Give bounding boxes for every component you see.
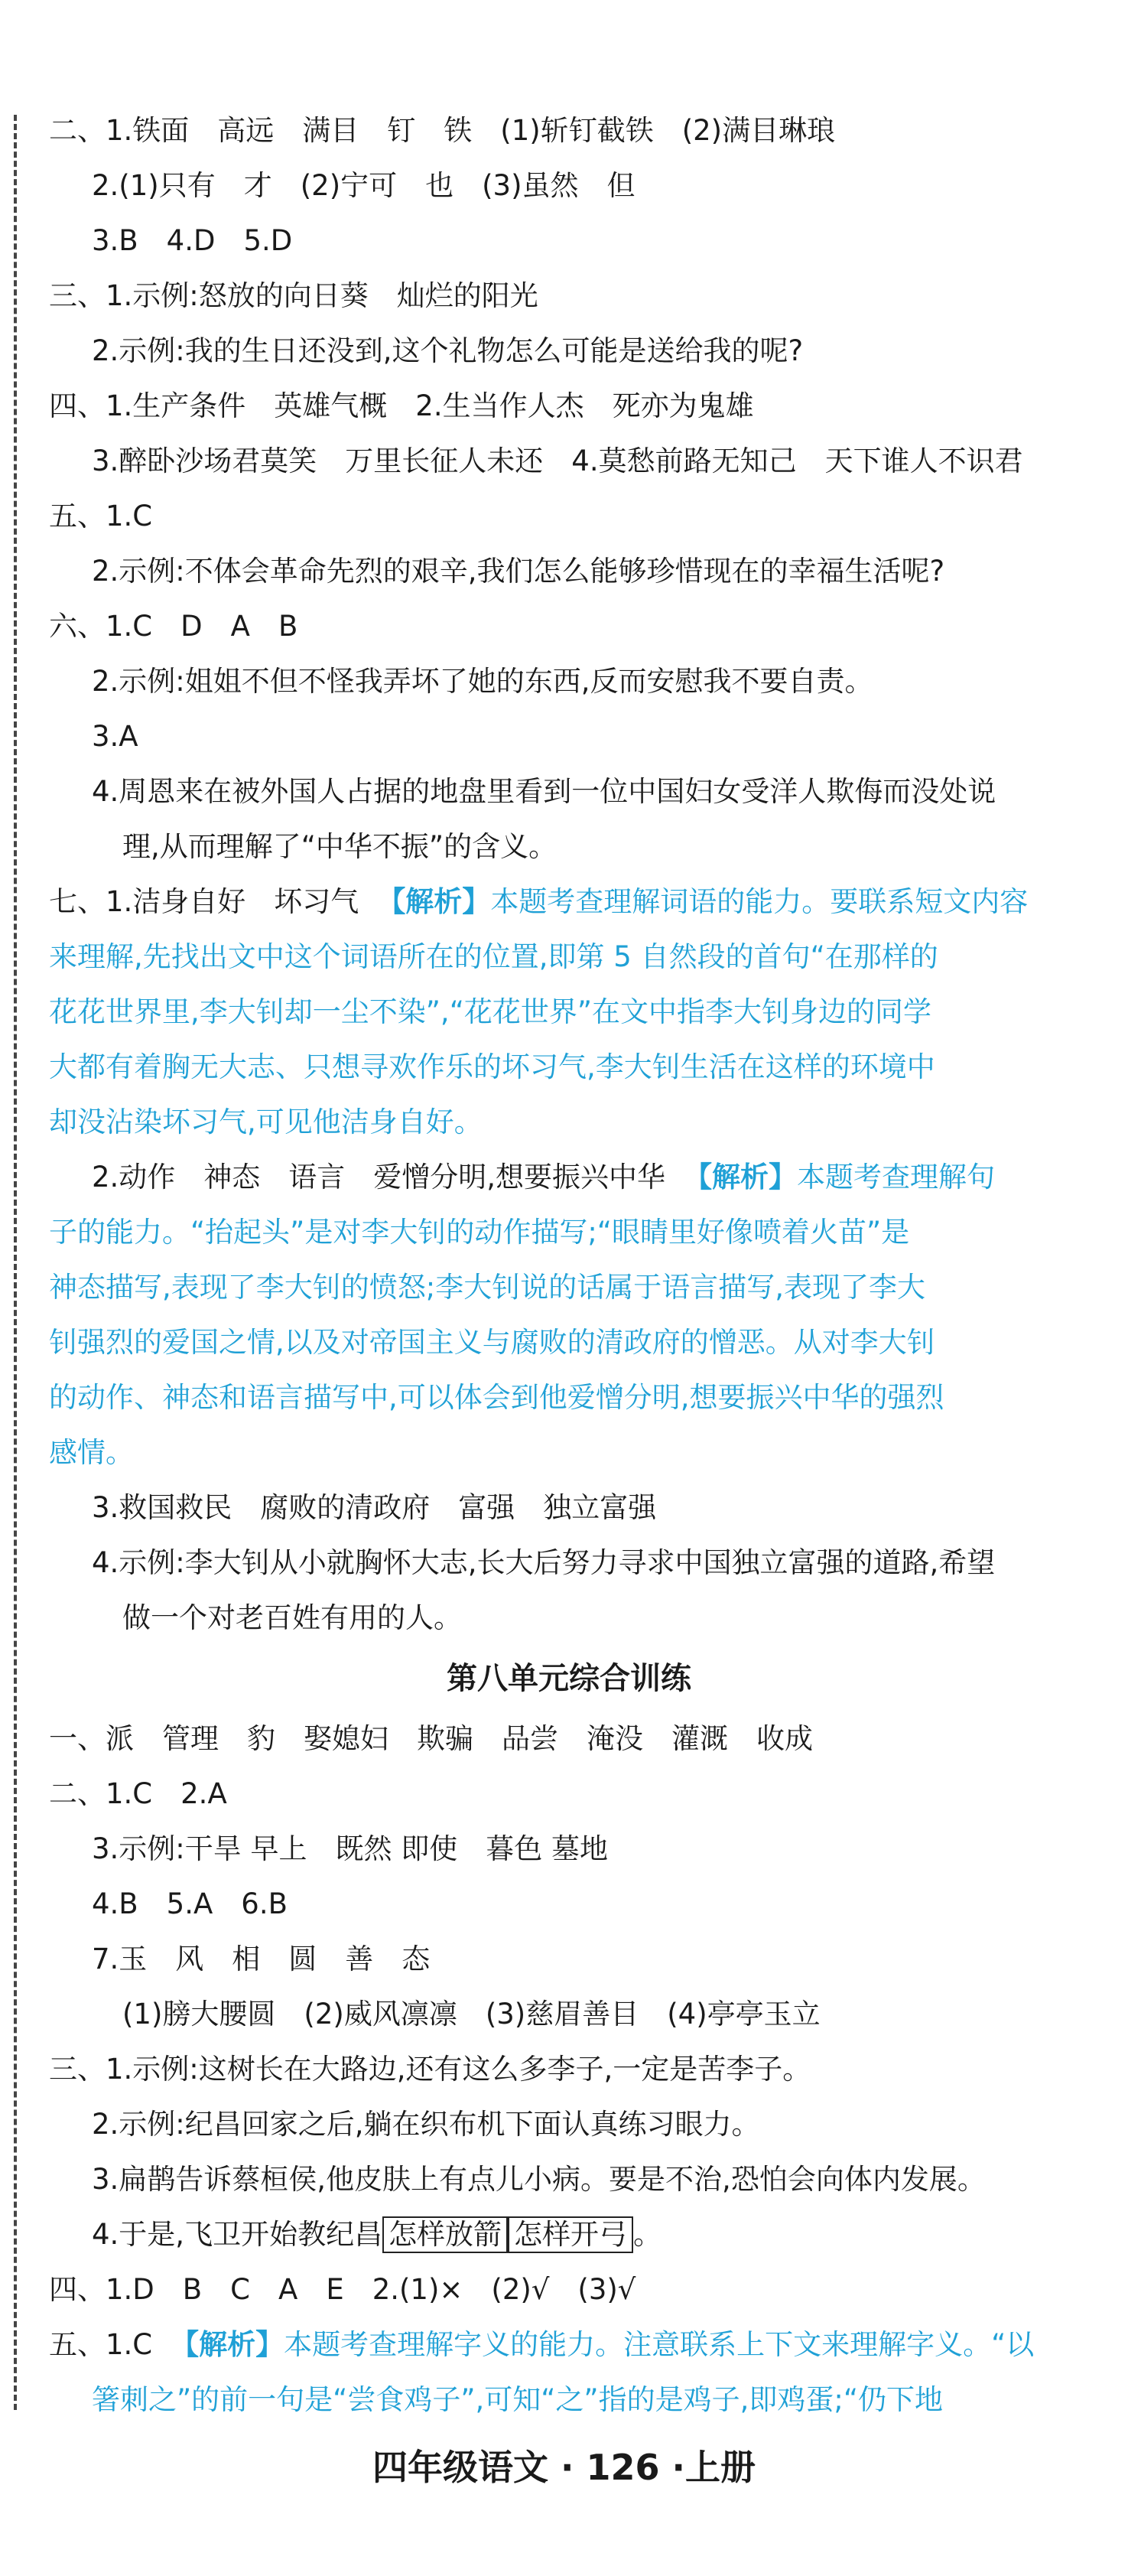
sec5-q1: 五、1.C (49, 500, 153, 532)
analysis-tag: 【解析】 (377, 885, 491, 918)
sec6-q3: 3.A (92, 720, 138, 753)
sec7-q1-exp-line4: 大都有着胸无大志、只想寻欢作乐的坏习气,李大钊生活在这样的环境中 (49, 1050, 935, 1083)
sec7-q3: 3.救国救民 腐败的清政府 富强 独立富强 (92, 1491, 657, 1524)
unit8-s4: 四、1.D B C A E 2.(1)× (2)√ (3)√ (49, 2273, 636, 2306)
sec6-q4-line2: 理,从而理解了“中华不振”的含义。 (122, 830, 557, 863)
unit8-s3-q4-end: 。 (633, 2218, 662, 2251)
boxed-answer-1: 怎样放箭 (382, 2216, 508, 2253)
sec7-q2-exp-line4: 钊强烈的爱国之情,以及对帝国主义与腐败的清政府的憎恶。从对李大钊 (49, 1326, 935, 1359)
sec7-q1-line1 (49, 874, 1089, 930)
page-footer: 四年级语文 · 126 ·上册 (372, 2447, 756, 2488)
sec7-q4-line1: 4.示例:李大钊从小就胸怀大志,长大后努力寻求中国独立富强的道路,希望 (92, 1546, 996, 1579)
boxed-answer-2: 怎样开弓 (508, 2216, 633, 2253)
sec7-q1-exp-line3: 花花世界里,李大钊却一尘不染”,“花花世界”在文中指李大钊身边的同学 (49, 995, 932, 1028)
unit8-s2-q7: 7.玉 风 相 圆 善 态 (92, 1943, 431, 1975)
sec7-q1-exp-line2: 来理解,先找出文中这个词语所在的位置,即第 5 自然段的首句“在那样的 (49, 940, 938, 973)
sec7-q2-line1 (49, 1150, 1089, 1205)
unit8-s3-q3: 3.扁鹊告诉蔡桓侯,他皮肤上有点儿小病。要是不治,恐怕会向体内发展。 (92, 2163, 986, 2196)
dashed-margin-line (14, 115, 17, 2410)
sec7-q1-explanation: 本题考查理解词语的能力。要联系短文内容 (490, 885, 1029, 918)
unit8-s3-q4 (49, 2207, 1089, 2262)
sec7-q4-line2: 做一个对老百姓有用的人。 (122, 1601, 462, 1634)
sec6-q2: 2.示例:姐姐不但不怪我弄坏了她的东西,反而安慰我不要自责。 (92, 665, 873, 698)
unit8-title: 第八单元综合训练 (447, 1661, 691, 1696)
unit8-s5-explanation: 本题考查理解字义的能力。注意联系上下文来理解字义。“以 (284, 2328, 1035, 2361)
sec7-q2-exp-line2: 子的能力。“抬起头”是对李大钊的动作描写;“眼睛里好像喷着火苗”是 (49, 1216, 910, 1249)
sec5-q2: 2.示例:不体会革命先烈的艰辛,我们怎么能够珍惜现在的幸福生活呢? (92, 555, 945, 588)
unit8-s3-q4-text: 4.于是,飞卫开始教纪昌 (92, 2218, 383, 2251)
unit8-s5-exp-line2: 箸刺之”的前一句是“尝食鸡子”,可知“之”指的是鸡子,即鸡蛋;“仍下地 (92, 2383, 943, 2416)
unit8-s3-q2: 2.示例:纪昌回家之后,躺在织布机下面认真练习眼力。 (92, 2108, 760, 2141)
sec7-q2-explanation: 本题考查理解句 (797, 1161, 996, 1194)
unit8-s5-line1 (49, 2317, 1089, 2372)
unit8-s2-q4: 4.B 5.A 6.B (92, 1887, 288, 1920)
sec2-q1: 二、1.铁面 高远 满目 钉 铁 (1)斩钉截铁 (2)满目琳琅 (49, 114, 836, 147)
sec6-q1: 六、1.C D A B (49, 610, 298, 643)
sec4-q1: 四、1.生产条件 英雄气概 2.生当作人杰 死亦为鬼雄 (49, 389, 754, 422)
unit8-s2-q1: 二、1.C 2.A (49, 1777, 227, 1810)
sec7-q1-exp-line5: 却没沾染坏习气,可见他洁身自好。 (49, 1106, 483, 1138)
sec2-q3: 3.B 4.D 5.D (92, 224, 293, 257)
sec3-q1: 三、1.示例:怒放的向日葵 灿烂的阳光 (49, 279, 538, 312)
sec7-q2-exp-line5: 的动作、神态和语言描写中,可以体会到他爱憎分明,想要振兴中华的强烈 (49, 1381, 944, 1414)
answer-content (49, 103, 1089, 2428)
sec2-q2: 2.(1)只有 才 (2)宁可 也 (3)虽然 但 (92, 169, 636, 202)
analysis-tag: 【解析】 (684, 1161, 798, 1194)
unit8-s2-q3: 3.示例:干旱 早上 既然 即使 暮色 墓地 (92, 1832, 609, 1865)
sec3-q2: 2.示例:我的生日还没到,这个礼物怎么可能是送给我的呢? (92, 334, 804, 367)
sec7-q1-answer: 七、1.洁身自好 坏习气 (49, 885, 359, 918)
sec4-q3: 3.醉卧沙场君莫笑 万里长征人未还 4.莫愁前路无知己 天下谁人不识君 (92, 445, 1023, 477)
analysis-tag: 【解析】 (171, 2328, 284, 2361)
unit8-s2-q7-idioms: (1)膀大腰圆 (2)威风凛凛 (3)慈眉善目 (4)亭亭玉立 (122, 1998, 821, 2031)
sec7-q2-exp-line3: 神态描写,表现了李大钊的愤怒;李大钊说的话属于语言描写,表现了李大 (49, 1271, 925, 1304)
unit8-s5-answer: 五、1.C (49, 2328, 153, 2361)
sec6-q4-line1: 4.周恩来在被外国人占据的地盘里看到一位中国妇女受洋人欺侮而没处说 (92, 775, 996, 808)
sec7-q2-exp-line6: 感情。 (49, 1436, 134, 1469)
sec7-q2-answer: 2.动作 神态 语言 爱憎分明,想要振兴中华 (92, 1161, 666, 1194)
unit8-s3-q1: 三、1.示例:这树长在大路边,还有这么多李子,一定是苦李子。 (49, 2053, 811, 2086)
unit8-s1: 一、派 管理 豹 娶媳妇 欺骗 品尝 淹没 灌溉 收成 (49, 1722, 813, 1755)
